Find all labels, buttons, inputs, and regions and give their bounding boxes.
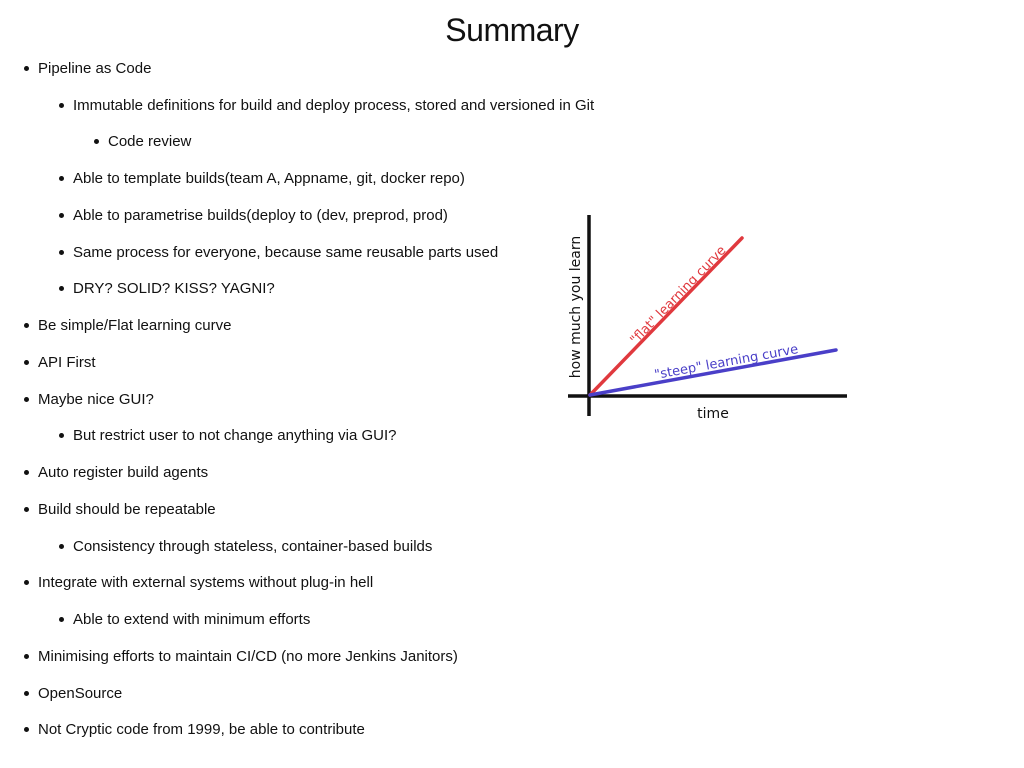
- bullet-text: Same process for everyone, because same reusable parts used: [73, 244, 499, 261]
- bullet-text: API First: [38, 354, 96, 371]
- bullet-text: Able to template builds(team A, Appname, git, docker repo): [73, 170, 465, 187]
- bullet-dot-icon: [24, 66, 29, 71]
- bullet-text: Immutable definitions for build and deploy process, stored and versioned in Git: [73, 97, 595, 114]
- bullet-text: But restrict user to not change anything via GUI?: [73, 427, 397, 444]
- bullet-dot-icon: [24, 397, 29, 402]
- bullet-dot-icon: [59, 213, 64, 218]
- x-axis-label: time: [697, 406, 729, 422]
- bullet-dot-icon: [59, 286, 64, 291]
- bullet-text: OpenSource: [38, 685, 123, 702]
- bullet-text: Pipeline as Code: [38, 60, 152, 77]
- bullet-dot-icon: [24, 727, 29, 732]
- bullet-dot-icon: [24, 323, 29, 328]
- bullet-dot-icon: [24, 507, 29, 512]
- bullet-text: Be simple/Flat learning curve: [38, 317, 232, 334]
- bullet-dot-icon: [59, 544, 64, 549]
- bullet-text: Consistency through stateless, container-based builds: [73, 538, 433, 555]
- bullet-dot-icon: [24, 360, 29, 365]
- y-axis-label: how much you learn: [568, 235, 584, 379]
- bullet-text: DRY? SOLID? KISS? YAGNI?: [73, 280, 275, 297]
- bullet-text: Code review: [108, 133, 192, 150]
- bullet-dot-icon: [59, 250, 64, 255]
- bullet-dot-icon: [24, 470, 29, 475]
- bullet-text: Maybe nice GUI?: [38, 391, 154, 408]
- bullet-text: Build should be repeatable: [38, 501, 216, 518]
- bullet-text: Able to extend with minimum efforts: [73, 611, 311, 628]
- slide-title: Summary: [445, 12, 579, 48]
- learning-curve-diagram: [560, 205, 860, 430]
- steep-curve-label: "steep" learning curve: [653, 342, 800, 383]
- bullet-dot-icon: [59, 103, 64, 108]
- bullet-text: Not Cryptic code from 1999, be able to contribute: [38, 721, 365, 738]
- flat-curve-label: "flat" learning curve: [627, 243, 730, 348]
- bullet-dot-icon: [24, 654, 29, 659]
- bullet-text: Auto register build agents: [38, 464, 209, 481]
- bullet-dot-icon: [94, 139, 99, 144]
- bullet-dot-icon: [24, 691, 29, 696]
- learning-curve-svg: [560, 205, 860, 430]
- bullet-dot-icon: [59, 176, 64, 181]
- bullet-text: Able to parametrise builds(deploy to (dev, preprod, prod): [73, 207, 448, 224]
- bullet-text: Integrate with external systems without plug-in hell: [38, 574, 374, 591]
- bullet-dot-icon: [59, 617, 64, 622]
- bullet-dot-icon: [59, 433, 64, 438]
- bullet-dot-icon: [24, 580, 29, 585]
- bullet-text: Minimising efforts to maintain CI/CD (no more Jenkins Janitors): [38, 648, 458, 665]
